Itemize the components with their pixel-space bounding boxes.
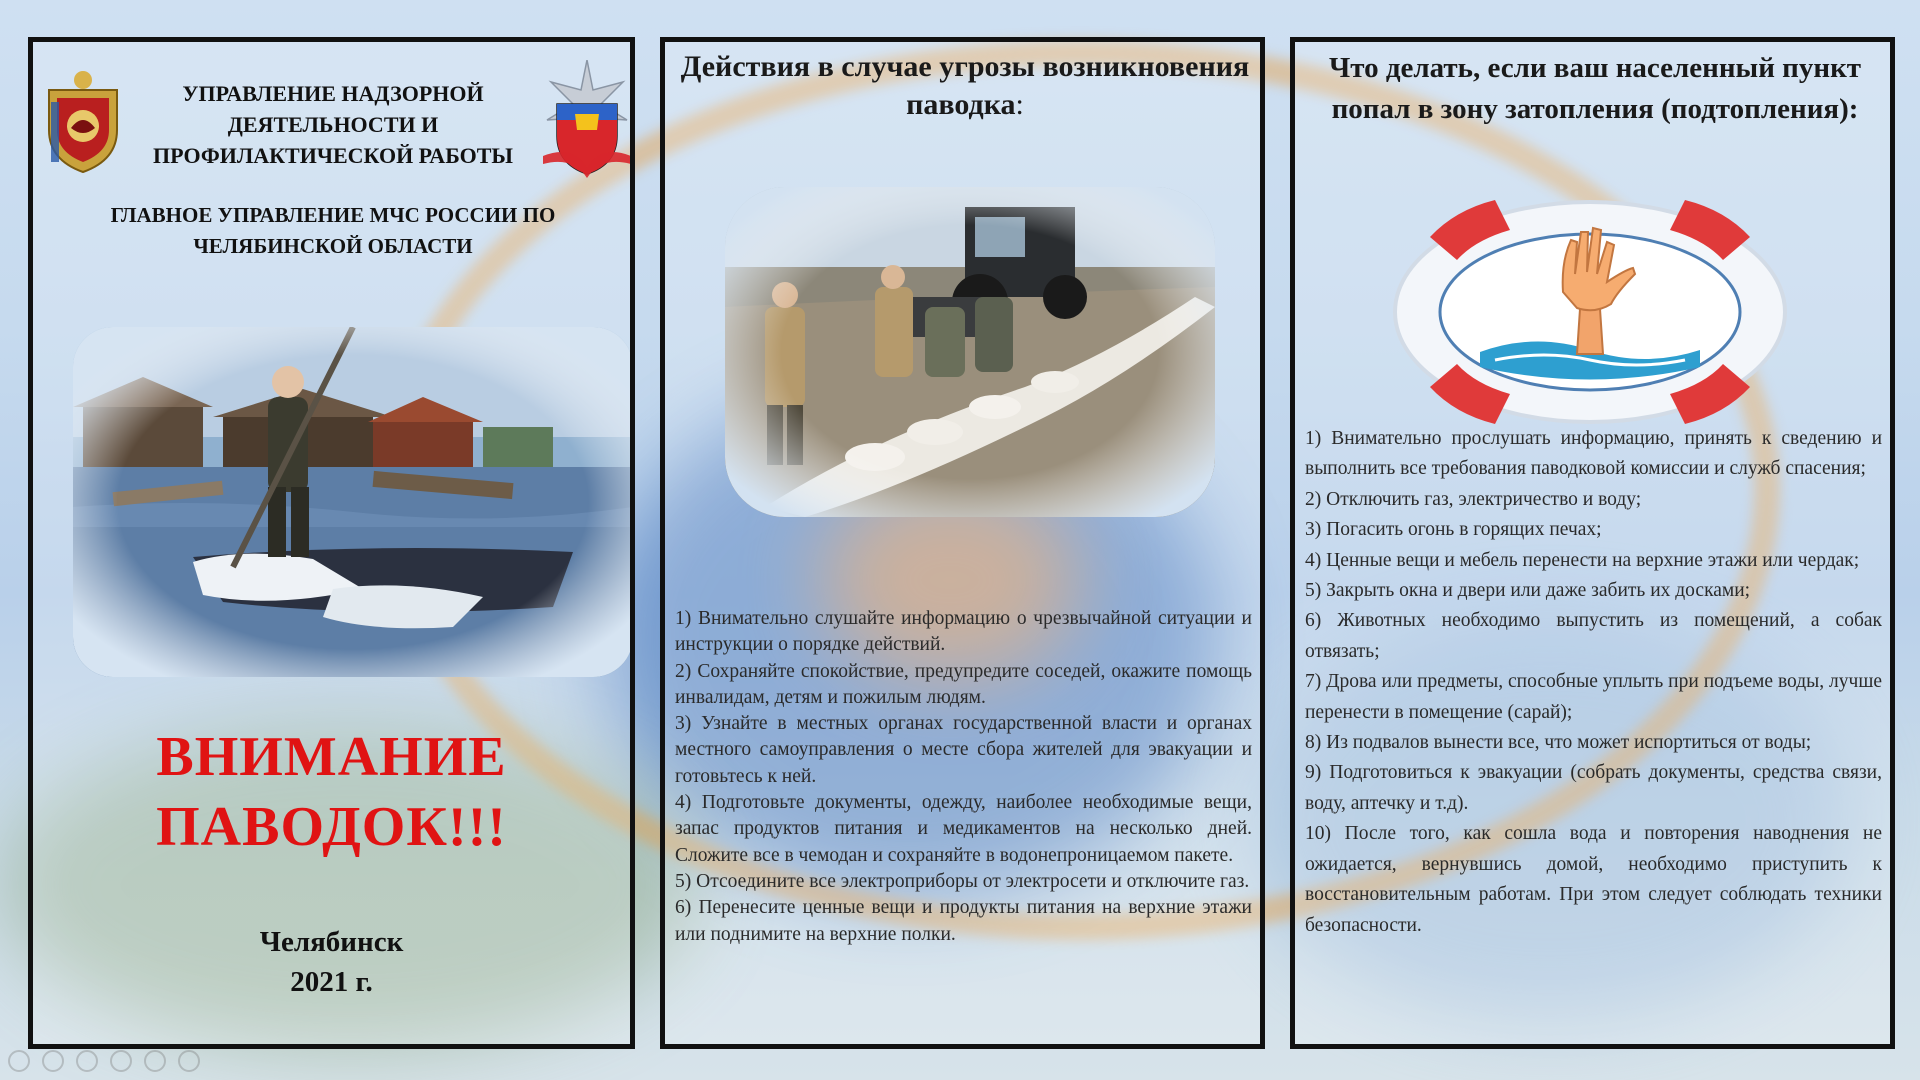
middle-panel-title xyxy=(675,48,1255,124)
list-item: 2) Сохраняйте спокойствие, предупредите соседей, окажите помощь инвалидам, детям и пожилым людям. xyxy=(675,660,1252,708)
list-item: 3) Узнайте в местных органах государственной власти и органах местного самоуправления о месте сбора жителей для эвакуации и готовьтесь к ней. xyxy=(675,713,1252,787)
previous-slide-icon[interactable] xyxy=(8,1050,30,1072)
list-item: 7) Дрова или предметы, способные уплыть при подъеме воды, лучше перенести в помещение (сарай); xyxy=(1305,671,1882,723)
flood-zone-actions-panel xyxy=(1290,37,1895,1049)
list-item: 4) Ценные вещи и мебель перенести на верхние этажи или чердак; xyxy=(1305,549,1860,571)
middle-title-text: Действия в случае угрозы возникновения паводка xyxy=(680,50,1250,121)
list-item: 1) Внимательно слушайте информацию о чрезвычайной ситуации и инструкции о порядке действий. xyxy=(675,608,1252,656)
more-options-icon[interactable] xyxy=(178,1050,200,1072)
zoom-icon[interactable] xyxy=(144,1050,166,1072)
year: 2021 г. xyxy=(290,966,373,998)
cover-panel xyxy=(28,37,635,1049)
flood-warning-heading xyxy=(33,722,630,862)
flood-threat-actions-panel xyxy=(660,37,1265,1049)
list-item: 6) Перенесите ценные вещи и продукты питания на верхние этажи или поднимите на верхние полки. xyxy=(675,897,1252,945)
pen-icon[interactable] xyxy=(76,1050,98,1072)
org-title: УПРАВЛЕНИЕ НАДЗОРНОЙ ДЕЯТЕЛЬНОСТИ И ПРОФИЛАКТИЧЕСКОЙ РАБОТЫ xyxy=(153,81,513,168)
list-item: 3) Погасить огонь в горящих печах; xyxy=(1305,519,1602,541)
flood-threat-actions-list xyxy=(675,606,1252,948)
list-item: 4) Подготовьте документы, одежду, наиболее необходимые вещи, запас продуктов питания и медикаментов на несколько дней. Сложите все в чемодан и сохраняйте в водонепроницаемом пакете. xyxy=(675,792,1252,866)
list-item: 5) Закрыть окна и двери или даже забить их досками; xyxy=(1305,580,1751,602)
list-item: 2) Отключить газ, электричество и воду; xyxy=(1305,488,1642,510)
slides-grid-icon[interactable] xyxy=(110,1050,132,1072)
warning-line-1: ВНИМАНИЕ xyxy=(156,726,507,788)
slideshow-nav xyxy=(8,1050,200,1072)
list-item: 9) Подготовиться к эвакуации (собрать документы, средства связи, воду, аптечку и т.д). xyxy=(1305,762,1882,814)
state-fire-supervision-emblem-icon xyxy=(43,68,123,174)
flood-boat-photo xyxy=(73,327,633,677)
city-name: Челябинск xyxy=(259,926,404,958)
org-subtitle: ГЛАВНОЕ УПРАВЛЕНИЕ МЧС РОССИИ ПО ЧЕЛЯБИНСКОЙ ОБЛАСТИ xyxy=(110,203,556,258)
list-item: 10) После того, как сошла вода и повторения наводнения не ожидается, вернувшись домой, необходимо приступить к восстановительным работам. При этом следует соблюдать техники безопасности. xyxy=(1305,823,1882,936)
list-item: 8) Из подвалов вынести все, что может испортиться от воды; xyxy=(1305,732,1812,754)
list-item: 5) Отсоедините все электроприборы от электросети и отключите газ. xyxy=(675,870,1250,892)
lifebuoy-drowning-hand-icon xyxy=(1385,182,1795,447)
city-and-year xyxy=(33,922,630,1002)
middle-title-colon: : xyxy=(1015,88,1024,121)
warning-line-2: ПАВОДОК!!! xyxy=(156,796,507,858)
right-panel-title: Что делать, если ваш населенный пункт попал в зону затопления (подтопления): xyxy=(1328,52,1862,125)
flood-zone-actions-list xyxy=(1305,424,1882,941)
next-slide-icon[interactable] xyxy=(42,1050,64,1072)
list-item: 6) Животных необходимо выпустить из помещений, а собак отвязать; xyxy=(1305,610,1882,662)
list-item: 1) Внимательно прослушать информацию, принять к сведению и выполнить все требования паводковой комиссии и служб спасения; xyxy=(1305,428,1882,480)
mchs-star-emblem-icon xyxy=(543,60,631,180)
sandbag-dam-photo xyxy=(725,187,1215,517)
